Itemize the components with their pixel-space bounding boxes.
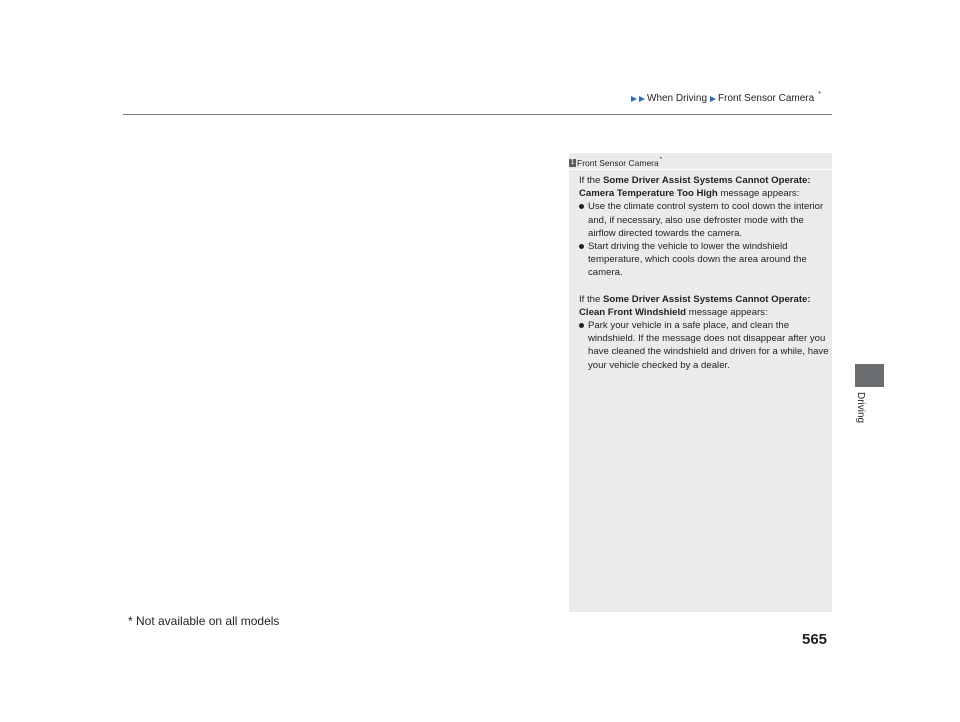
sidebar-note [569,153,832,612]
condition-paragraph [579,174,829,200]
breadcrumb-arrow-icon [639,96,645,102]
sidebar-note-title: Front Sensor Camera [577,157,659,168]
breadcrumb-item-when-driving[interactable]: When Driving [647,93,708,104]
header-divider [123,114,832,115]
breadcrumb-arrow-icon [631,96,637,102]
condition-suffix: message appears: [686,306,768,318]
breadcrumb-item-front-sensor-camera[interactable]: Front Sensor Camera [718,93,815,104]
breadcrumb-arrow-icon [710,96,716,102]
footnote: * Not available on all models [128,614,280,628]
paragraph-gap [579,280,829,293]
condition-prefix: If the [579,293,603,305]
list-item: Use the climate control system to cool down the interior and, if necessary, also use defroster mode with the airflow directed towards the camera. [579,200,829,240]
condition-prefix: If the [579,175,603,186]
page-number: 565 [802,631,828,648]
condition-suffix: message appears: [717,188,800,200]
not-all-models-mark: * [818,91,821,98]
sidebar-note-body [579,174,829,372]
message-text: Some Driver Assist Systems Cannot Operate: Clean Front Windshield [579,293,811,318]
chapter-tab[interactable] [855,364,884,387]
condition-paragraph [579,293,829,319]
message-text: Some Driver Assist Systems Cannot Operate: Camera Temperature Too High [579,175,811,200]
reference-mark-icon: 1 [570,158,575,166]
breadcrumb [631,93,821,104]
sidebar-note-header [569,156,832,170]
chapter-tab-label: Driving [855,392,866,424]
list-item: Park your vehicle in a safe place, and clean the windshield. If the message does not disappear after you have cleaned the windshield and driven for a while, have your vehicle checked by a dealer. [579,319,829,372]
list-item: Start driving the vehicle to lower the windshield temperature, which cools down the area around the camera. [579,240,829,280]
not-all-models-mark: * [659,156,663,163]
